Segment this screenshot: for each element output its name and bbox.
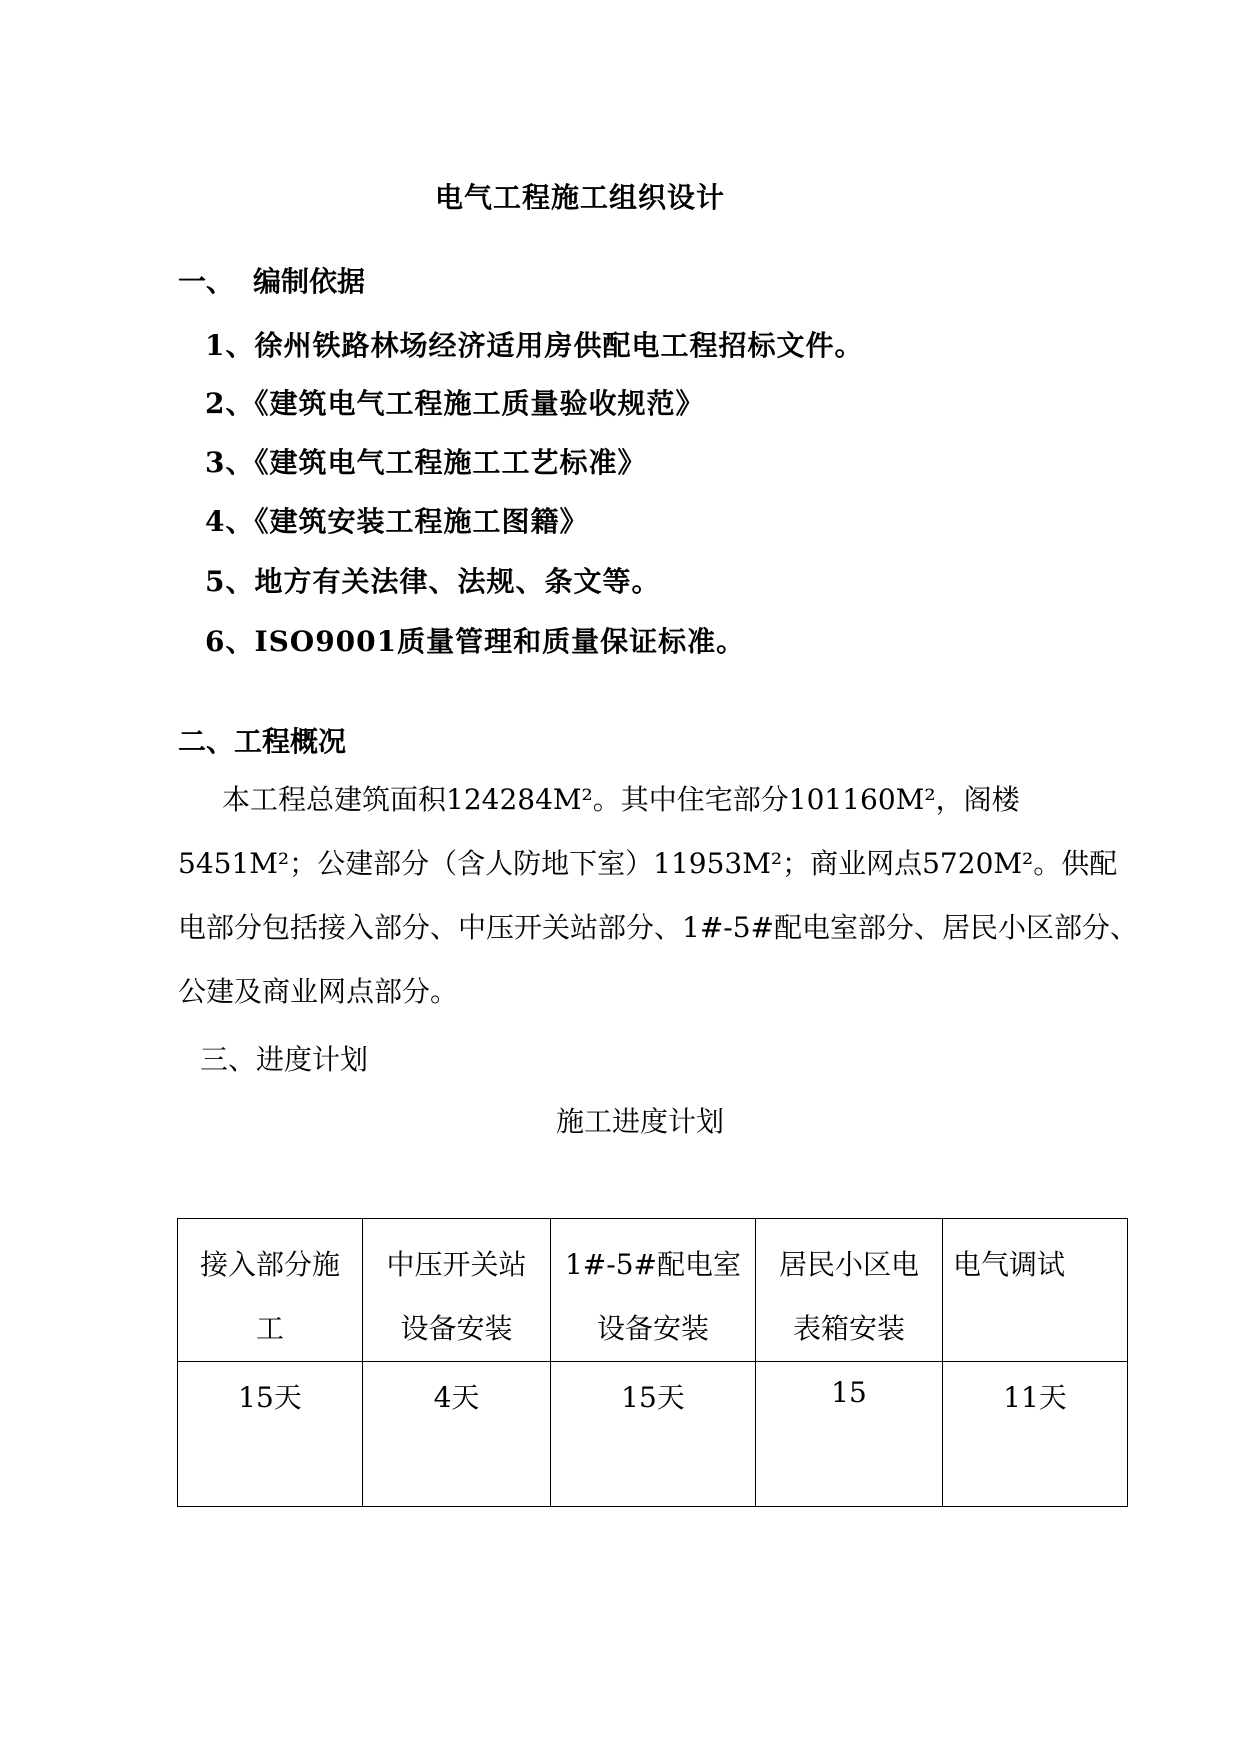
basis-item-4: 4、《建筑安装工程施工图籍》 — [205, 505, 589, 538]
section-number: 一、 — [178, 265, 235, 298]
table-header-row — [178, 1219, 1128, 1362]
table-row — [178, 1362, 1128, 1507]
table-header-cell — [756, 1219, 943, 1362]
section-title: 编制依据 — [253, 265, 366, 298]
basis-item-3: 3、《建筑电气工程施工工艺标准》 — [205, 446, 647, 479]
document-title: 电气工程施工组织设计 — [434, 181, 725, 214]
section-heading-overview: 二、工程概况 — [178, 725, 347, 758]
header-text-distribution-room: 1#-5#配电室设备安装 — [564, 1248, 741, 1345]
section-heading-schedule: 三、进度计划 — [200, 1043, 369, 1076]
basis-item-1: 1、徐州铁路林场经济适用房供配电工程招标文件。 — [205, 329, 864, 362]
table-header-cell — [943, 1219, 1128, 1362]
header-text-access: 接入部分施工 — [199, 1248, 340, 1345]
table-caption: 施工进度计划 — [555, 1105, 724, 1138]
table-cell-duration: 4天 — [363, 1362, 551, 1507]
header-text-switch-station: 中压开关站设备安装 — [386, 1248, 527, 1345]
section-heading-basis — [178, 260, 365, 300]
table-cell-duration: 11天 — [943, 1362, 1128, 1507]
table-cell-duration: 15天 — [551, 1362, 756, 1507]
basis-item-6: 6、ISO9001质量管理和质量保证标准。 — [205, 625, 746, 658]
header-text-commissioning: 电气调试 — [953, 1248, 1066, 1281]
basis-item-2: 2、《建筑电气工程施工质量验收规范》 — [205, 387, 705, 420]
overview-text: 本工程总建筑面积124284M²。其中住宅部分101160M²，阁楼5451M²；公建部分（含人防地下室）11953M²；商业网点5720M²。供配电部分包括接入部分、中压开关站部分、1#-5#配电室部分、居民小区部分、公建及商业网点部分。 — [178, 783, 1139, 1008]
basis-item-5: 5、地方有关法律、法规、条文等。 — [205, 565, 661, 598]
overview-paragraph — [178, 768, 1138, 1024]
table-header-cell — [363, 1219, 551, 1362]
table-cell-duration: 15天 — [178, 1362, 363, 1507]
schedule-table — [177, 1218, 1128, 1507]
table-cell-duration: 15 — [756, 1362, 943, 1507]
table-header-cell — [178, 1219, 363, 1362]
header-text-meter-box: 居民小区电表箱安装 — [778, 1248, 919, 1345]
table-header-cell — [551, 1219, 756, 1362]
